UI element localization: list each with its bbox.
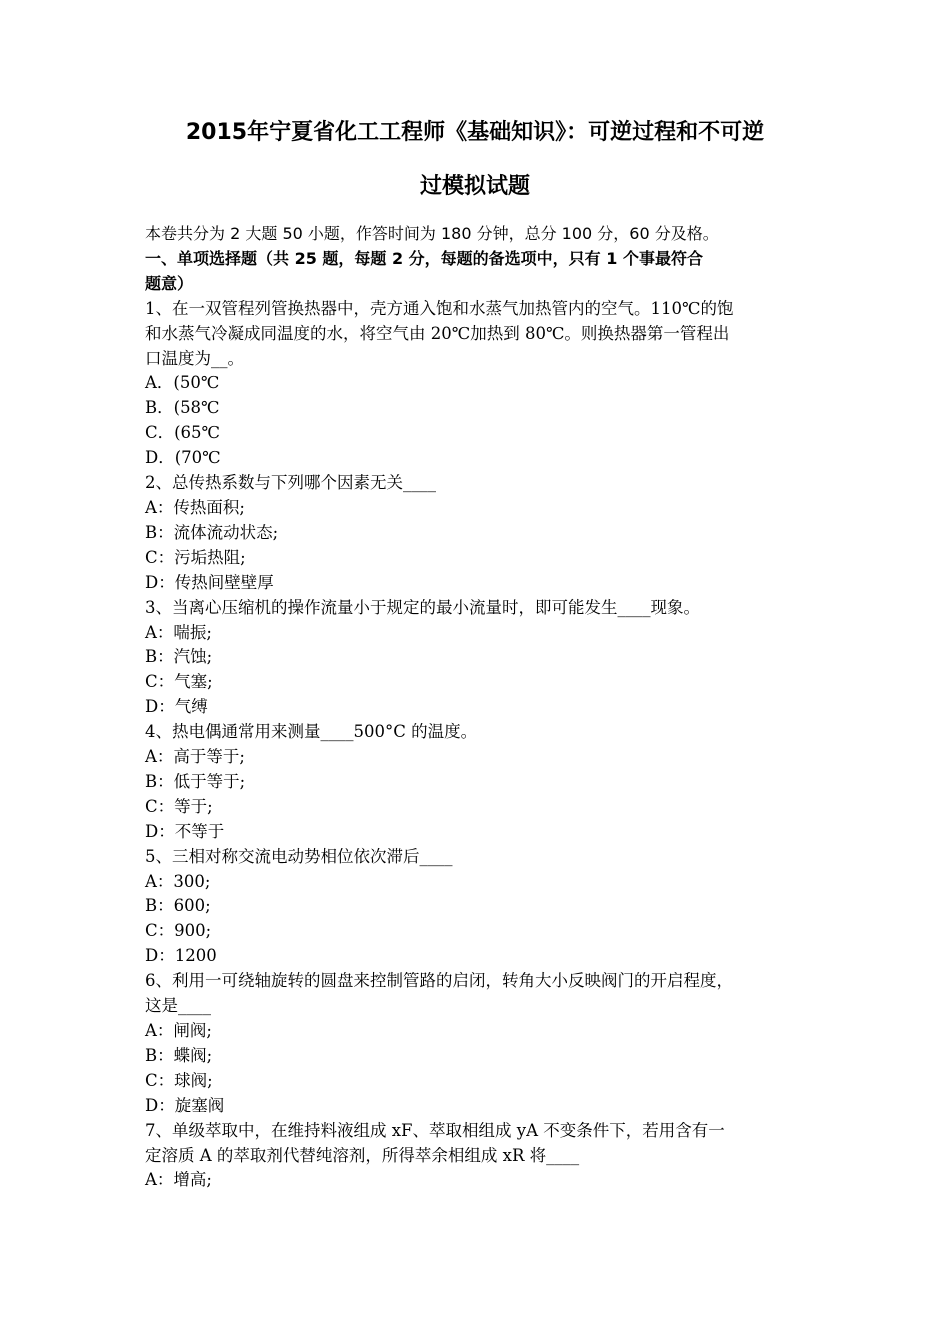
question-5-option-d: D：1200 <box>145 946 217 966</box>
question-5-option-a: A：300; <box>145 871 211 891</box>
question-4-option-a: A：高于等于; <box>145 747 245 767</box>
question-7-stem: 7、单级萃取中，在维持料液组成 xF、萃取相组成 yA 不变条件下，若用含有一 <box>145 1120 725 1140</box>
question-1-option-a: A．(50℃ <box>145 373 220 393</box>
question-4-option-b: B：低于等于; <box>145 771 246 791</box>
question-4-option-d: D：不等于 <box>145 821 225 841</box>
question-2-stem: 2、总传热系数与下列哪个因素无关____ <box>145 473 436 493</box>
doc-title-line1: 2015年宁夏省化工工程师《基础知识》：可逆过程和不可逆 <box>185 120 765 145</box>
question-2-option-a: A：传热面积; <box>145 497 245 517</box>
question-1-option-c: C．(65℃ <box>145 423 221 443</box>
question-7-stem-cont: 定溶质 A 的萃取剂代替纯溶剂，所得萃余相组成 xR 将____ <box>145 1145 580 1165</box>
section-heading-cont: 题意） <box>145 273 194 293</box>
question-2-option-c: C：污垢热阻; <box>145 547 246 567</box>
question-2-option-b: B：流体流动状态; <box>145 522 279 542</box>
question-1-stem: 1、在一双管程列管换热器中，壳方通入饱和水蒸气加热管内的空气。110℃的饱 <box>145 298 734 318</box>
question-1-stem-cont: 和水蒸气冷凝成同温度的水，将空气由 20℃加热到 80℃。则换热器第一管程出 <box>145 323 730 343</box>
question-5-option-c: C：900; <box>145 921 212 941</box>
question-3-stem: 3、当离心压缩机的操作流量小于规定的最小流量时，即可能发生____现象。 <box>145 597 700 617</box>
question-6-stem: 6、利用一可绕轴旋转的圆盘来控制管路的启闭，转角大小反映阀门的开启程度， <box>145 971 733 991</box>
question-3-option-d: D：气缚 <box>145 697 208 717</box>
section-heading: 一、单项选择题（共 25 题，每题 2 分，每题的备选项中，只有 1 个事最符合 <box>145 248 703 268</box>
question-6-option-a: A：闸阀; <box>145 1021 212 1040</box>
question-4-option-c: C：等于; <box>145 796 213 816</box>
question-3-option-a: A：喘振; <box>145 622 212 642</box>
question-2-option-d: D：传热间壁壁厚 <box>145 572 274 592</box>
question-6-option-d: D：旋塞阀 <box>145 1095 225 1115</box>
question-5-stem: 5、三相对称交流电动势相位依次滞后____ <box>145 846 453 866</box>
question-6-option-c: C：球阀; <box>145 1070 213 1090</box>
question-1-option-d: D．(70℃ <box>145 448 221 468</box>
question-6-option-b: B：蝶阀; <box>145 1045 213 1065</box>
question-1-option-b: B．(58℃ <box>145 398 220 418</box>
question-3-option-b: B：汽蚀; <box>145 647 213 667</box>
doc-title-line2: 过模拟试题 <box>419 174 530 199</box>
question-1-stem-cont: 口温度为__。 <box>145 348 244 368</box>
question-6-stem-cont: 这是____ <box>145 996 211 1016</box>
question-3-option-c: C：气塞; <box>145 672 213 692</box>
exam-intro: 本卷共分为 2 大题 50 小题，作答时间为 180 分钟，总分 100 分，60 分及格。 <box>145 224 719 243</box>
question-4-stem: 4、热电偶通常用来测量____500°C 的温度。 <box>145 722 478 742</box>
question-7-option-a: A：增高; <box>145 1170 212 1190</box>
question-5-option-b: B：600; <box>145 896 211 916</box>
